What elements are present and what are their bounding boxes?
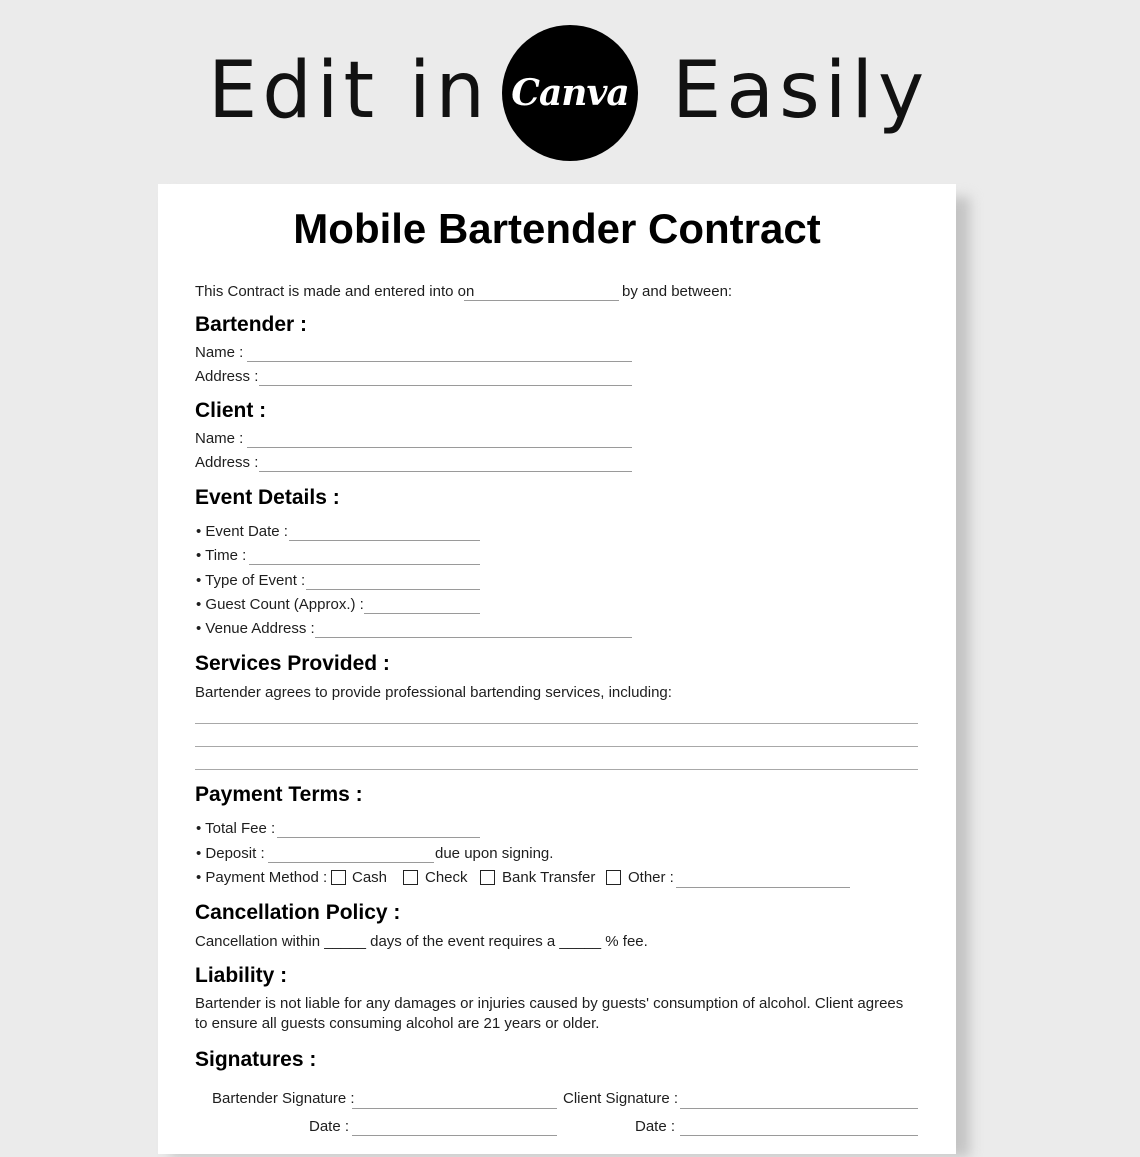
bartender-date-field[interactable] bbox=[352, 1135, 557, 1136]
cancellation-text: Cancellation within _____ days of the event requires a _____ % fee. bbox=[195, 933, 648, 950]
other-method-field[interactable] bbox=[676, 887, 850, 888]
guest-count-label: • Guest Count (Approx.) : bbox=[196, 596, 364, 613]
deposit-suffix: due upon signing. bbox=[435, 845, 554, 862]
other-label: Other : bbox=[628, 869, 674, 886]
page-title: Mobile Bartender Contract bbox=[293, 205, 821, 252]
check-checkbox[interactable] bbox=[403, 870, 418, 885]
cash-checkbox[interactable] bbox=[331, 870, 346, 885]
canva-logo: Canva bbox=[502, 25, 638, 161]
banner-right-text: Easily bbox=[672, 46, 930, 136]
bank-transfer-label: Bank Transfer bbox=[502, 869, 596, 886]
payment-method-label: • Payment Method : bbox=[196, 869, 328, 886]
other-checkbox[interactable] bbox=[606, 870, 621, 885]
banner bbox=[0, 0, 1140, 180]
total-fee-field[interactable] bbox=[277, 837, 480, 838]
bartender-name-field[interactable] bbox=[247, 361, 632, 362]
event-time-field[interactable] bbox=[249, 564, 480, 565]
client-signature-field[interactable] bbox=[680, 1108, 918, 1109]
event-type-label: • Type of Event : bbox=[196, 572, 306, 589]
bartender-address-label: Address : bbox=[195, 368, 259, 385]
client-address-field[interactable] bbox=[259, 471, 632, 472]
cash-label: Cash bbox=[352, 869, 388, 886]
bartender-heading: Bartender : bbox=[195, 313, 308, 336]
bartender-address-field[interactable] bbox=[259, 385, 632, 386]
event-type-field[interactable] bbox=[306, 589, 480, 590]
contract-page bbox=[158, 184, 956, 1154]
liability-text: Bartender is not liable for any damages or injuries caused by guests' consumption of alcohol. Client agrees to ensure all guests consuming alcohol are 21 years or older. bbox=[195, 995, 904, 1032]
event-time-label: • Time : bbox=[196, 547, 247, 564]
services-text: Bartender agrees to provide professional bartending services, including: bbox=[195, 684, 672, 701]
bartender-date-label: Date : bbox=[309, 1118, 350, 1135]
liability-heading: Liability : bbox=[195, 964, 288, 987]
guest-count-field[interactable] bbox=[364, 613, 480, 614]
intro-text-before: This Contract is made and entered into on bbox=[195, 283, 475, 300]
deposit-field[interactable] bbox=[268, 862, 434, 863]
bank-transfer-checkbox[interactable] bbox=[480, 870, 495, 885]
services-line-2[interactable] bbox=[195, 746, 918, 747]
banner-left-text: Edit in bbox=[208, 46, 490, 136]
intro-text-after: by and between: bbox=[622, 283, 733, 300]
client-signature-label: Client Signature : bbox=[563, 1090, 679, 1107]
total-fee-label: • Total Fee : bbox=[196, 820, 276, 837]
venue-address-field[interactable] bbox=[315, 637, 632, 638]
payment-heading: Payment Terms : bbox=[195, 783, 363, 806]
check-label: Check bbox=[425, 869, 468, 886]
venue-address-label: • Venue Address : bbox=[196, 620, 315, 637]
bartender-signature-label: Bartender Signature : bbox=[212, 1090, 355, 1107]
client-heading: Client : bbox=[195, 399, 267, 422]
contract-date-field[interactable] bbox=[464, 300, 619, 301]
client-address-label: Address : bbox=[195, 454, 259, 471]
signatures-heading: Signatures : bbox=[195, 1048, 317, 1071]
bartender-signature-field[interactable] bbox=[352, 1108, 557, 1109]
client-date-label: Date : bbox=[635, 1118, 676, 1135]
event-date-label: • Event Date : bbox=[196, 523, 288, 540]
services-line-3[interactable] bbox=[195, 769, 918, 770]
client-date-field[interactable] bbox=[680, 1135, 918, 1136]
services-line-1[interactable] bbox=[195, 723, 918, 724]
event-date-field[interactable] bbox=[289, 540, 480, 541]
services-heading: Services Provided : bbox=[195, 652, 390, 675]
bartender-name-label: Name : bbox=[195, 344, 244, 361]
event-details-heading: Event Details : bbox=[195, 486, 340, 509]
cancellation-heading: Cancellation Policy : bbox=[195, 901, 401, 924]
client-name-field[interactable] bbox=[247, 447, 632, 448]
deposit-label: • Deposit : bbox=[196, 845, 265, 862]
client-name-label: Name : bbox=[195, 430, 244, 447]
